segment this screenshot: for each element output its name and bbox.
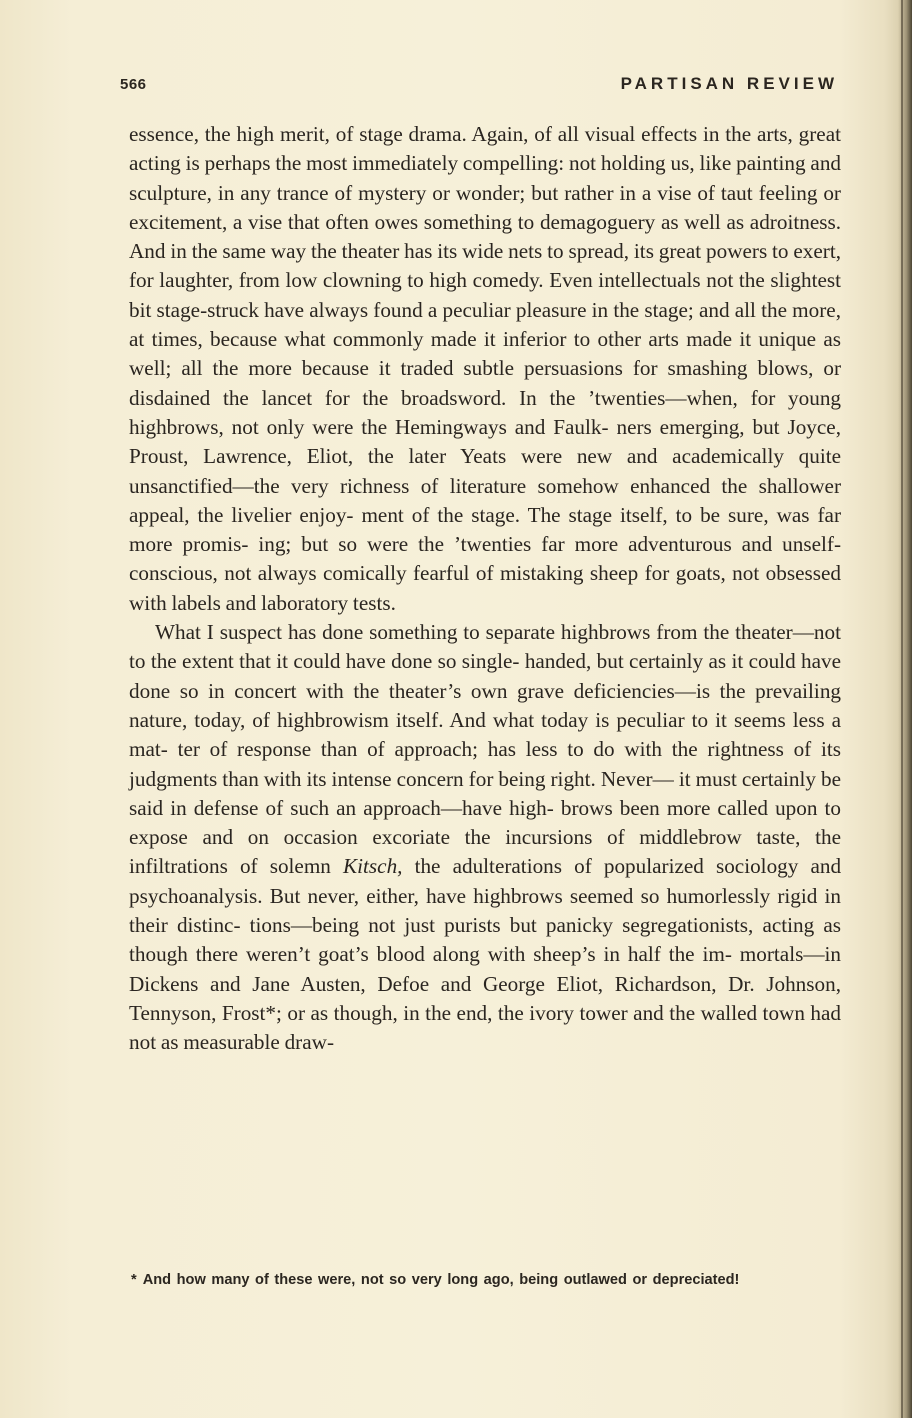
text-line: essence, the high merit, of stage drama. Again, of all visual effects	[129, 122, 698, 146]
text-line: though there weren’t goat’s blood along with sheep’s in half the im-	[129, 942, 732, 967]
text-line: the ivory tower and the walled town had not as measurable draw-	[129, 1000, 841, 1055]
text-line: highbrowism itself. And what today is peculiar to it seems less a mat-	[129, 707, 842, 762]
text-line: all the more because it traded subtle persuasions for smashing blows,	[181, 356, 814, 381]
text-line: not obsessed with labels and laboratory tests.	[129, 561, 841, 615]
text-line: a peculiar pleasure in the stage; and all the more, at times, because	[129, 297, 842, 352]
text-line: What I suspect has done something to separate highbrows from	[155, 620, 698, 645]
text-line: handed, but certainly as it could have done so in concert with the	[129, 649, 841, 703]
text-line: literature somehow enhanced the shallower appeal, the livelier enjoy-	[129, 473, 841, 527]
text-line: what commonly made it inferior to other arts made it unique as well;	[129, 327, 841, 381]
text-line: not holding us, like painting and sculpture, in any trance of mystery	[129, 151, 842, 205]
text-line: ing; but so were the ’twenties far more adventurous and unself-	[258, 532, 841, 557]
text-line: theater’s own grave deficiencies—is the prevailing nature, today, of	[129, 678, 842, 732]
text-line: Richardson, Dr. Johnson, Tennyson, Frost*; or as though, in the end,	[129, 971, 842, 1025]
text-line: ners emerging, but Joyce, Proust, Lawrence, Eliot, the later Yeats	[129, 414, 842, 469]
text-line: conscious, not always comically fearful of mistaking sheep for goats,	[129, 561, 726, 586]
paragraph-1	[129, 120, 841, 618]
text-line: incursions of middlebrow taste, the infiltrations of solemn	[129, 825, 841, 879]
text-line: brows been more called upon to expose and on occasion excoriate the	[129, 795, 842, 850]
text-line: that often owes something to demagoguery as well as adroitness. And	[129, 209, 842, 264]
page-number: 566	[120, 76, 147, 93]
text-line: it must certainly be said in defense of such an approach—have high-	[129, 766, 842, 820]
text-line: the	[414, 854, 441, 879]
body-text	[129, 120, 841, 1058]
text-line: either, have highbrows seemed so humorlessly rigid in their distinc-	[129, 883, 841, 938]
text-line: or wonder; but rather in a vise of taut feeling or excitement, a vise	[129, 180, 841, 234]
text-line: mortals—in Dickens and Jane Austen, Defoe and George Eliot,	[129, 942, 842, 996]
paragraph-2	[129, 618, 841, 1057]
text-line: or disdained the lancet for the broadsword. In the ’twenties—when,	[129, 356, 842, 410]
running-head: PARTISAN REVIEW	[620, 74, 838, 93]
text-line: for young highbrows, not only were the Hemingways and Faulk-	[129, 385, 842, 439]
text-line: in the same way the theater has its wide nets to spread, its great	[170, 239, 702, 264]
text-line: the theater—not to the extent that it could have done so single-	[129, 620, 842, 674]
footnote-text: And how many of these were, not so very long ago, being outlawed or depreciated!	[142, 1272, 740, 1288]
text-line: in the arts, great acting is perhaps the most immediately compelling:	[129, 122, 841, 176]
footnote	[131, 1270, 841, 1291]
text-line: ter of response than of approach; has less to do with the rightness of	[177, 737, 812, 762]
footnote-marker: *	[131, 1272, 137, 1288]
page-header	[120, 74, 838, 104]
text-line: ment of the stage. The stage itself, to be sure, was far more promis-	[129, 502, 842, 557]
text-line: Even intellectuals not the slightest bit stage-struck have always found	[129, 268, 841, 322]
binding-edge-line	[901, 0, 903, 1418]
text-line: were new and academically quite unsanctified—the very richness of	[129, 444, 842, 498]
text-line: tions—being not just purists but panicky segregationists, acting as	[249, 913, 841, 938]
text-line: powers to exert, for laughter, from low clowning to high comedy.	[129, 239, 842, 293]
text-line: its judgments than with its intense concern for being right. Never—	[129, 737, 842, 791]
italic-term: Kitsch,	[343, 854, 403, 879]
text-line: adulterations of popularized sociology and psychoanalysis. But never,	[129, 854, 842, 908]
